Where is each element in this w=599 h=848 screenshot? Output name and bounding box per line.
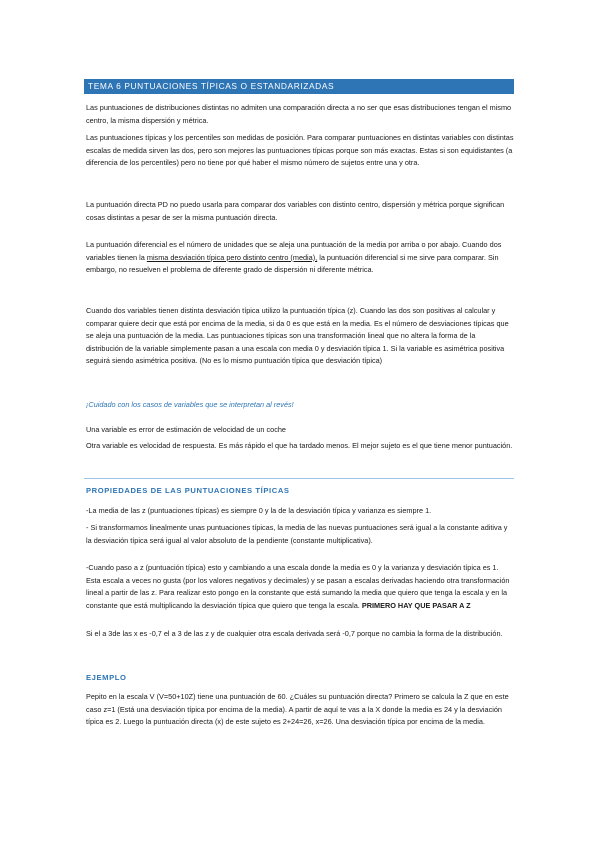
intro-paragraph-7: Otra variable es velocidad de respuesta. Es más rápido el que ha tardado menos. El mejor sujeto es el que tiene menor puntuación. — [86, 441, 513, 450]
intro-paragraph-1: Las puntuaciones de distribuciones distintas no admiten una comparación directa a no ser que esas distribuciones tengan el mismo centro, la misma dispersión y métrica. — [86, 103, 512, 125]
intro-paragraph-2: Las puntuaciones típicas y los percentiles son medidas de posición. Para comparar puntuaciones en distintas variables con distintas escalas de medida sirven las dos, pero son mejores las puntuaciones típicas porque son más exactas. Estas si son equidistantes (a diferencia de los percentiles) pero no tiene por qué haber el mismo número de sujetos entre una y otra. — [86, 133, 514, 167]
intro-paragraph-4-underlined: misma desviación típica pero distinto centro (media), — [146, 252, 318, 262]
intro-paragraph-4 — [86, 239, 514, 277]
warning-note: ¡Cuidado con los casos de variables que se interpretan al revés! — [86, 400, 294, 409]
properties-paragraph-3-emphasis: PRIMERO HAY QUE PASAR A Z — [361, 600, 471, 610]
properties-paragraph-3-text: -Cuando paso a z (puntuación típica) esto y cambiando a una escala donde la media es 0 y la varianza y desviación típica es 1. Esta escala a veces no gusta (por los valores negativos y decimales) y se pasan a escalas derivadas haciendo otra transformación lineal a partir de las z. Para realizar esto pongo en la constante que está sumando la media que quiero que tenga la escala y en la constante que está multiplicando la desviación típica que quiero que tenga la escala. — [86, 563, 510, 610]
example-heading: EJEMPLO — [86, 673, 127, 682]
intro-paragraph-4-part-a: La puntuación diferencial es el número de unidades que se aleja una puntuación de la media por arriba o por abajo. Cuando dos variables tienen la — [86, 240, 502, 262]
properties-paragraph-2: - Si transformamos linealmente unas puntuaciones típicas, la media de las nuevas puntuaciones será igual a la constante aditiva y la desviación típica será igual al valor absoluto de la pendiente (constante multiplicativa). — [86, 523, 508, 545]
document-title: TEMA 6 PUNTUACIONES TÍPICAS O ESTANDARIZADAS — [84, 79, 514, 94]
intro-paragraph-5: Cuando dos variables tienen distinta desviación típica utilizo la puntuación típica (z). Cuando las dos son positivas al calcular y comparar quiere decir que está por encima de la media, si da 0 es que está en la media. Es el número de desviaciones típicas que se aleja una puntuación de la media. Las puntuaciones típicas son una transformación lineal que no altera la forma de la distribución de la variable simplemente pasan a una escala con media 0 y desviación típica 1. Si la variable es asimétrica positiva seguirá siendo asimétrica positiva. (No es lo mismo puntuación típica que desviación típica) — [86, 306, 509, 365]
section-divider — [84, 478, 514, 479]
intro-paragraph-3: La puntuación directa PD no puedo usarla para comparar dos variables con distinto centro, dispersión y métrica porque significan cosas distintas a pesar de ser la misma puntuación directa. — [86, 200, 505, 222]
intro-paragraph-4-part-b: la puntuación diferencial si me sirve para comparar. Sin embargo, no resuelven el problema de diferente grado de dispersión ni diferente métrica. — [86, 252, 499, 274]
properties-paragraph-3 — [86, 562, 514, 612]
properties-paragraph-4: Si el a 3de las x es -0,7 el a 3 de las z y de cualquier otra escala derivada será -0,7 porque no cambia la forma de la distribución. — [86, 629, 503, 638]
example-paragraph: Pepito en la escala V (V=50+10Z) tiene una puntuación de 60. ¿Cuáles su puntuación directa? Primero se calcula la Z que en este caso z=1 (Está una desviación típica por encima de la media). A partir de aquí te vas a la X donde la media es 24 y la desviación típica es 2. Luego la puntuación directa (x) de este sujeto es 2+24=26, x=26. Una desviación típica por encima de la media. — [86, 692, 509, 726]
intro-paragraph-6: Una variable es error de estimación de velocidad de un coche — [86, 425, 286, 434]
properties-paragraph-1: -La media de las z (puntuaciones típicas) es siempre 0 y la de la desviación típica y varianza es siempre 1. — [86, 506, 432, 515]
properties-heading: PROPIEDADES DE LAS PUNTUACIONES TÍPICAS — [86, 486, 290, 495]
